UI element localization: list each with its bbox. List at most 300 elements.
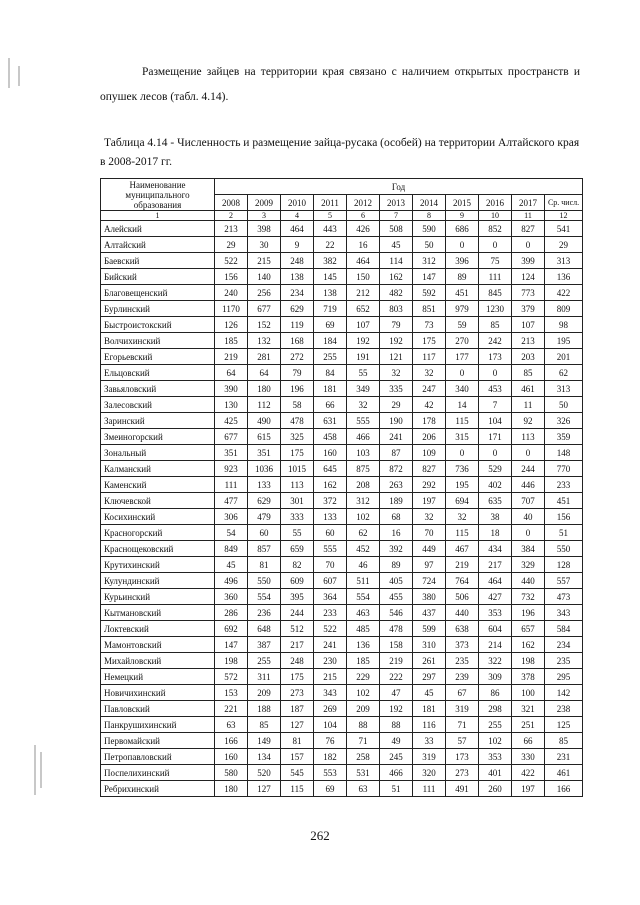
- year-header-cell: 2008: [215, 195, 248, 211]
- count-value-cell: 522: [215, 253, 248, 269]
- average-value-cell: 201: [545, 349, 583, 365]
- count-value-cell: 399: [512, 253, 545, 269]
- count-value-cell: 46: [347, 557, 380, 573]
- count-value-cell: 390: [215, 381, 248, 397]
- count-value-cell: 111: [413, 781, 446, 797]
- count-value-cell: 208: [347, 477, 380, 493]
- average-value-cell: 451: [545, 493, 583, 509]
- count-value-cell: 321: [512, 701, 545, 717]
- count-value-cell: 182: [314, 749, 347, 765]
- count-value-cell: 479: [248, 509, 281, 525]
- count-value-cell: 248: [281, 253, 314, 269]
- count-value-cell: 173: [446, 749, 479, 765]
- count-value-cell: 84: [314, 365, 347, 381]
- table-row: [101, 589, 583, 605]
- count-value-cell: 213: [512, 333, 545, 349]
- count-value-cell: 230: [314, 653, 347, 669]
- count-value-cell: 306: [215, 509, 248, 525]
- count-value-cell: 269: [314, 701, 347, 717]
- count-value-cell: 396: [446, 253, 479, 269]
- count-value-cell: 173: [479, 349, 512, 365]
- count-value-cell: 9: [281, 237, 314, 253]
- count-value-cell: 466: [380, 765, 413, 781]
- count-value-cell: 71: [347, 733, 380, 749]
- scan-mark: [40, 752, 42, 788]
- column-number-row: [101, 211, 583, 221]
- count-value-cell: 553: [314, 765, 347, 781]
- column-number-cell: 4: [281, 211, 314, 221]
- count-value-cell: 555: [347, 413, 380, 429]
- count-value-cell: 32: [413, 365, 446, 381]
- count-value-cell: 402: [479, 477, 512, 493]
- count-value-cell: 607: [314, 573, 347, 589]
- count-value-cell: 85: [479, 317, 512, 333]
- count-value-cell: 58: [281, 397, 314, 413]
- average-value-cell: 343: [545, 605, 583, 621]
- count-value-cell: 115: [446, 525, 479, 541]
- year-column-group-header: Год: [215, 179, 583, 195]
- count-value-cell: 273: [281, 685, 314, 701]
- count-value-cell: 178: [413, 413, 446, 429]
- scan-mark: [18, 66, 20, 86]
- average-value-cell: 770: [545, 461, 583, 477]
- average-value-cell: 809: [545, 301, 583, 317]
- count-value-cell: 292: [413, 477, 446, 493]
- count-value-cell: 508: [380, 221, 413, 237]
- count-value-cell: 85: [512, 365, 545, 381]
- municipality-name-cell: Алтайский: [101, 237, 215, 253]
- count-value-cell: 260: [479, 781, 512, 797]
- count-value-cell: 59: [446, 317, 479, 333]
- count-value-cell: 263: [380, 477, 413, 493]
- count-value-cell: 242: [479, 333, 512, 349]
- count-value-cell: 107: [512, 317, 545, 333]
- count-value-cell: 75: [479, 253, 512, 269]
- table-row: [101, 605, 583, 621]
- count-value-cell: 117: [413, 349, 446, 365]
- count-value-cell: 85: [248, 717, 281, 733]
- count-value-cell: 261: [413, 653, 446, 669]
- count-value-cell: 803: [380, 301, 413, 317]
- count-value-cell: 149: [248, 733, 281, 749]
- count-value-cell: 70: [413, 525, 446, 541]
- average-value-cell: 584: [545, 621, 583, 637]
- count-value-cell: 16: [347, 237, 380, 253]
- count-value-cell: 845: [479, 285, 512, 301]
- count-value-cell: 648: [248, 621, 281, 637]
- count-value-cell: 22: [314, 237, 347, 253]
- municipality-name-cell: Быстроистокский: [101, 317, 215, 333]
- count-value-cell: 496: [215, 573, 248, 589]
- count-value-cell: 184: [314, 333, 347, 349]
- count-value-cell: 157: [281, 749, 314, 765]
- table-row: [101, 301, 583, 317]
- count-value-cell: 67: [446, 685, 479, 701]
- count-value-cell: 49: [380, 733, 413, 749]
- count-value-cell: 180: [215, 781, 248, 797]
- count-value-cell: 464: [347, 253, 380, 269]
- count-value-cell: 138: [281, 269, 314, 285]
- count-value-cell: 89: [380, 557, 413, 573]
- average-value-cell: 231: [545, 749, 583, 765]
- count-value-cell: 979: [446, 301, 479, 317]
- count-value-cell: 102: [347, 509, 380, 525]
- count-value-cell: 461: [512, 381, 545, 397]
- count-value-cell: 485: [347, 621, 380, 637]
- count-value-cell: 629: [281, 301, 314, 317]
- count-value-cell: 81: [281, 733, 314, 749]
- count-value-cell: 235: [446, 653, 479, 669]
- count-value-cell: 256: [248, 285, 281, 301]
- count-value-cell: 127: [281, 717, 314, 733]
- count-value-cell: 219: [215, 349, 248, 365]
- count-value-cell: 132: [248, 333, 281, 349]
- count-value-cell: 464: [479, 573, 512, 589]
- count-value-cell: 214: [479, 637, 512, 653]
- count-value-cell: 136: [347, 637, 380, 653]
- count-value-cell: 219: [446, 557, 479, 573]
- table-row: [101, 733, 583, 749]
- column-number-cell: 6: [347, 211, 380, 221]
- count-value-cell: 604: [479, 621, 512, 637]
- count-value-cell: 195: [446, 477, 479, 493]
- count-value-cell: 638: [446, 621, 479, 637]
- year-header-cell: 2009: [248, 195, 281, 211]
- year-header-cell: 2016: [479, 195, 512, 211]
- count-value-cell: 272: [281, 349, 314, 365]
- count-value-cell: 298: [479, 701, 512, 717]
- count-value-cell: 443: [314, 221, 347, 237]
- count-value-cell: 244: [512, 461, 545, 477]
- count-value-cell: 63: [347, 781, 380, 797]
- year-header-cell: 2012: [347, 195, 380, 211]
- table-row: [101, 429, 583, 445]
- count-value-cell: 212: [347, 285, 380, 301]
- count-value-cell: 857: [248, 541, 281, 557]
- count-value-cell: 0: [512, 525, 545, 541]
- count-value-cell: 38: [479, 509, 512, 525]
- year-header-cell: 2017: [512, 195, 545, 211]
- count-value-cell: 107: [347, 317, 380, 333]
- count-value-cell: 349: [347, 381, 380, 397]
- average-value-cell: 313: [545, 381, 583, 397]
- count-value-cell: 511: [347, 573, 380, 589]
- count-value-cell: 60: [248, 525, 281, 541]
- count-value-cell: 554: [248, 589, 281, 605]
- scan-mark: [34, 745, 36, 795]
- table-row: [101, 445, 583, 461]
- count-value-cell: 319: [413, 749, 446, 765]
- count-value-cell: 76: [314, 733, 347, 749]
- count-value-cell: 114: [380, 253, 413, 269]
- table-row: [101, 541, 583, 557]
- count-value-cell: 550: [248, 573, 281, 589]
- column-number-cell: 9: [446, 211, 479, 221]
- count-value-cell: 446: [512, 477, 545, 493]
- count-value-cell: 590: [413, 221, 446, 237]
- average-value-cell: 238: [545, 701, 583, 717]
- table-body: [101, 211, 583, 797]
- count-value-cell: 187: [281, 701, 314, 717]
- count-value-cell: 467: [446, 541, 479, 557]
- table-row: [101, 269, 583, 285]
- count-value-cell: 229: [347, 669, 380, 685]
- average-value-cell: 473: [545, 589, 583, 605]
- municipality-name-cell: Благовещенский: [101, 285, 215, 301]
- table-row: [101, 221, 583, 237]
- count-value-cell: 79: [380, 317, 413, 333]
- count-value-cell: 455: [380, 589, 413, 605]
- count-value-cell: 66: [314, 397, 347, 413]
- count-value-cell: 191: [347, 349, 380, 365]
- count-value-cell: 197: [413, 493, 446, 509]
- count-value-cell: 609: [281, 573, 314, 589]
- count-value-cell: 425: [215, 413, 248, 429]
- count-value-cell: 181: [413, 701, 446, 717]
- average-value-cell: 234: [545, 637, 583, 653]
- count-value-cell: 451: [446, 285, 479, 301]
- count-value-cell: 82: [281, 557, 314, 573]
- count-value-cell: 0: [479, 445, 512, 461]
- count-value-cell: 102: [479, 733, 512, 749]
- count-value-cell: 398: [248, 221, 281, 237]
- average-value-cell: 359: [545, 429, 583, 445]
- count-value-cell: 452: [347, 541, 380, 557]
- count-value-cell: 592: [413, 285, 446, 301]
- count-value-cell: 30: [248, 237, 281, 253]
- count-value-cell: 1036: [248, 461, 281, 477]
- count-value-cell: 60: [314, 525, 347, 541]
- count-value-cell: 629: [248, 493, 281, 509]
- average-value-cell: 235: [545, 653, 583, 669]
- count-value-cell: 92: [512, 413, 545, 429]
- average-column-header: Ср. числ.: [545, 195, 583, 211]
- average-value-cell: 125: [545, 717, 583, 733]
- table-row: [101, 333, 583, 349]
- count-value-cell: 520: [248, 765, 281, 781]
- count-value-cell: 0: [479, 365, 512, 381]
- count-value-cell: 320: [413, 765, 446, 781]
- count-value-cell: 330: [512, 749, 545, 765]
- count-value-cell: 491: [446, 781, 479, 797]
- count-value-cell: 310: [413, 637, 446, 653]
- table-row: [101, 349, 583, 365]
- average-value-cell: 156: [545, 509, 583, 525]
- count-value-cell: 215: [248, 253, 281, 269]
- count-value-cell: 88: [347, 717, 380, 733]
- count-value-cell: 33: [413, 733, 446, 749]
- count-value-cell: 192: [347, 333, 380, 349]
- table-row: [101, 509, 583, 525]
- count-value-cell: 236: [248, 605, 281, 621]
- count-value-cell: 196: [512, 605, 545, 621]
- count-value-cell: 463: [347, 605, 380, 621]
- count-value-cell: 478: [281, 413, 314, 429]
- count-value-cell: 11: [512, 397, 545, 413]
- average-value-cell: 85: [545, 733, 583, 749]
- table-row: [101, 781, 583, 797]
- count-value-cell: 309: [479, 669, 512, 685]
- count-value-cell: 615: [248, 429, 281, 445]
- count-value-cell: 192: [380, 701, 413, 717]
- count-value-cell: 188: [248, 701, 281, 717]
- count-value-cell: 353: [479, 749, 512, 765]
- table-row: [101, 493, 583, 509]
- count-value-cell: 79: [281, 365, 314, 381]
- count-value-cell: 158: [380, 637, 413, 653]
- count-value-cell: 133: [248, 477, 281, 493]
- count-value-cell: 45: [413, 685, 446, 701]
- count-value-cell: 50: [413, 237, 446, 253]
- count-value-cell: 255: [248, 653, 281, 669]
- count-value-cell: 89: [446, 269, 479, 285]
- count-value-cell: 196: [281, 381, 314, 397]
- column-number-cell: 10: [479, 211, 512, 221]
- count-value-cell: 40: [512, 509, 545, 525]
- count-value-cell: 372: [314, 493, 347, 509]
- count-value-cell: 97: [413, 557, 446, 573]
- table-row: [101, 525, 583, 541]
- count-value-cell: 32: [413, 509, 446, 525]
- count-value-cell: 677: [215, 429, 248, 445]
- count-value-cell: 580: [215, 765, 248, 781]
- count-value-cell: 255: [479, 717, 512, 733]
- average-value-cell: 295: [545, 669, 583, 685]
- count-value-cell: 127: [248, 781, 281, 797]
- column-number-cell: 1: [101, 211, 215, 221]
- average-value-cell: 50: [545, 397, 583, 413]
- count-value-cell: 18: [479, 525, 512, 541]
- count-value-cell: 87: [380, 445, 413, 461]
- count-value-cell: 113: [281, 477, 314, 493]
- average-value-cell: 550: [545, 541, 583, 557]
- municipality-name-cell: Локтевский: [101, 621, 215, 637]
- count-value-cell: 104: [314, 717, 347, 733]
- count-value-cell: 0: [512, 445, 545, 461]
- count-value-cell: 109: [413, 445, 446, 461]
- average-value-cell: 51: [545, 525, 583, 541]
- count-value-cell: 145: [314, 269, 347, 285]
- page-number: 262: [310, 828, 330, 843]
- count-value-cell: 312: [413, 253, 446, 269]
- count-value-cell: 599: [413, 621, 446, 637]
- count-value-cell: 42: [413, 397, 446, 413]
- count-value-cell: 86: [479, 685, 512, 701]
- count-value-cell: 175: [413, 333, 446, 349]
- count-value-cell: 213: [215, 221, 248, 237]
- table-row: [101, 285, 583, 301]
- count-value-cell: 531: [347, 765, 380, 781]
- count-value-cell: 251: [512, 717, 545, 733]
- count-value-cell: 335: [380, 381, 413, 397]
- count-value-cell: 217: [281, 637, 314, 653]
- average-value-cell: 62: [545, 365, 583, 381]
- count-value-cell: 198: [512, 653, 545, 669]
- count-value-cell: 301: [281, 493, 314, 509]
- municipality-name-cell: Мамонтовский: [101, 637, 215, 653]
- count-value-cell: 168: [281, 333, 314, 349]
- table-row: [101, 701, 583, 717]
- count-value-cell: 64: [248, 365, 281, 381]
- count-value-cell: 185: [215, 333, 248, 349]
- count-value-cell: 185: [347, 653, 380, 669]
- count-value-cell: 240: [215, 285, 248, 301]
- municipality-name-cell: Каменский: [101, 477, 215, 493]
- count-value-cell: 378: [512, 669, 545, 685]
- count-value-cell: 233: [314, 605, 347, 621]
- count-value-cell: 147: [215, 637, 248, 653]
- count-value-cell: 322: [479, 653, 512, 669]
- count-value-cell: 150: [347, 269, 380, 285]
- count-value-cell: 234: [281, 285, 314, 301]
- column-number-cell: 3: [248, 211, 281, 221]
- count-value-cell: 0: [446, 237, 479, 253]
- count-value-cell: 333: [281, 509, 314, 525]
- municipality-name-cell: Баевский: [101, 253, 215, 269]
- average-value-cell: 326: [545, 413, 583, 429]
- count-value-cell: 329: [512, 557, 545, 573]
- count-value-cell: 222: [380, 669, 413, 685]
- count-value-cell: 248: [281, 653, 314, 669]
- count-value-cell: 258: [347, 749, 380, 765]
- count-value-cell: 379: [512, 301, 545, 317]
- count-value-cell: 466: [347, 429, 380, 445]
- count-value-cell: 427: [479, 589, 512, 605]
- count-value-cell: 555: [314, 541, 347, 557]
- municipality-name-cell: Крутихинский: [101, 557, 215, 573]
- municipality-name-cell: Бурлинский: [101, 301, 215, 317]
- count-value-cell: 315: [446, 429, 479, 445]
- count-value-cell: 219: [380, 653, 413, 669]
- count-value-cell: 175: [281, 445, 314, 461]
- table-row: [101, 573, 583, 589]
- count-value-cell: 872: [380, 461, 413, 477]
- count-value-cell: 54: [215, 525, 248, 541]
- average-value-cell: 541: [545, 221, 583, 237]
- count-value-cell: 112: [248, 397, 281, 413]
- count-value-cell: 545: [281, 765, 314, 781]
- municipality-name-cell: Михайловский: [101, 653, 215, 669]
- count-value-cell: 281: [248, 349, 281, 365]
- year-header-cell: 2015: [446, 195, 479, 211]
- municipality-name-cell: Алейский: [101, 221, 215, 237]
- count-value-cell: 102: [347, 685, 380, 701]
- count-value-cell: 311: [248, 669, 281, 685]
- count-value-cell: 29: [380, 397, 413, 413]
- municipality-name-cell: Первомайский: [101, 733, 215, 749]
- count-value-cell: 395: [281, 589, 314, 605]
- count-value-cell: 464: [281, 221, 314, 237]
- count-value-cell: 343: [314, 685, 347, 701]
- count-value-cell: 171: [479, 429, 512, 445]
- count-value-cell: 707: [512, 493, 545, 509]
- table-caption: Таблица 4.14 - Численность и размещение зайца-русака (особей) на территории Алтайского края в 2008-2017 гг.: [100, 137, 580, 168]
- count-value-cell: 340: [446, 381, 479, 397]
- average-value-cell: 195: [545, 333, 583, 349]
- average-value-cell: 422: [545, 285, 583, 301]
- count-value-cell: 160: [314, 445, 347, 461]
- hare-population-table: [100, 178, 583, 797]
- count-value-cell: 134: [248, 749, 281, 765]
- table-row: [101, 685, 583, 701]
- count-value-cell: 66: [512, 733, 545, 749]
- intro-paragraph: Размещение зайцев на территории края связано с наличием открытых пространств и опушек лесов (табл. 4.14).: [100, 66, 580, 103]
- count-value-cell: 124: [512, 269, 545, 285]
- count-value-cell: 732: [512, 589, 545, 605]
- count-value-cell: 529: [479, 461, 512, 477]
- count-value-cell: 692: [215, 621, 248, 637]
- count-value-cell: 244: [281, 605, 314, 621]
